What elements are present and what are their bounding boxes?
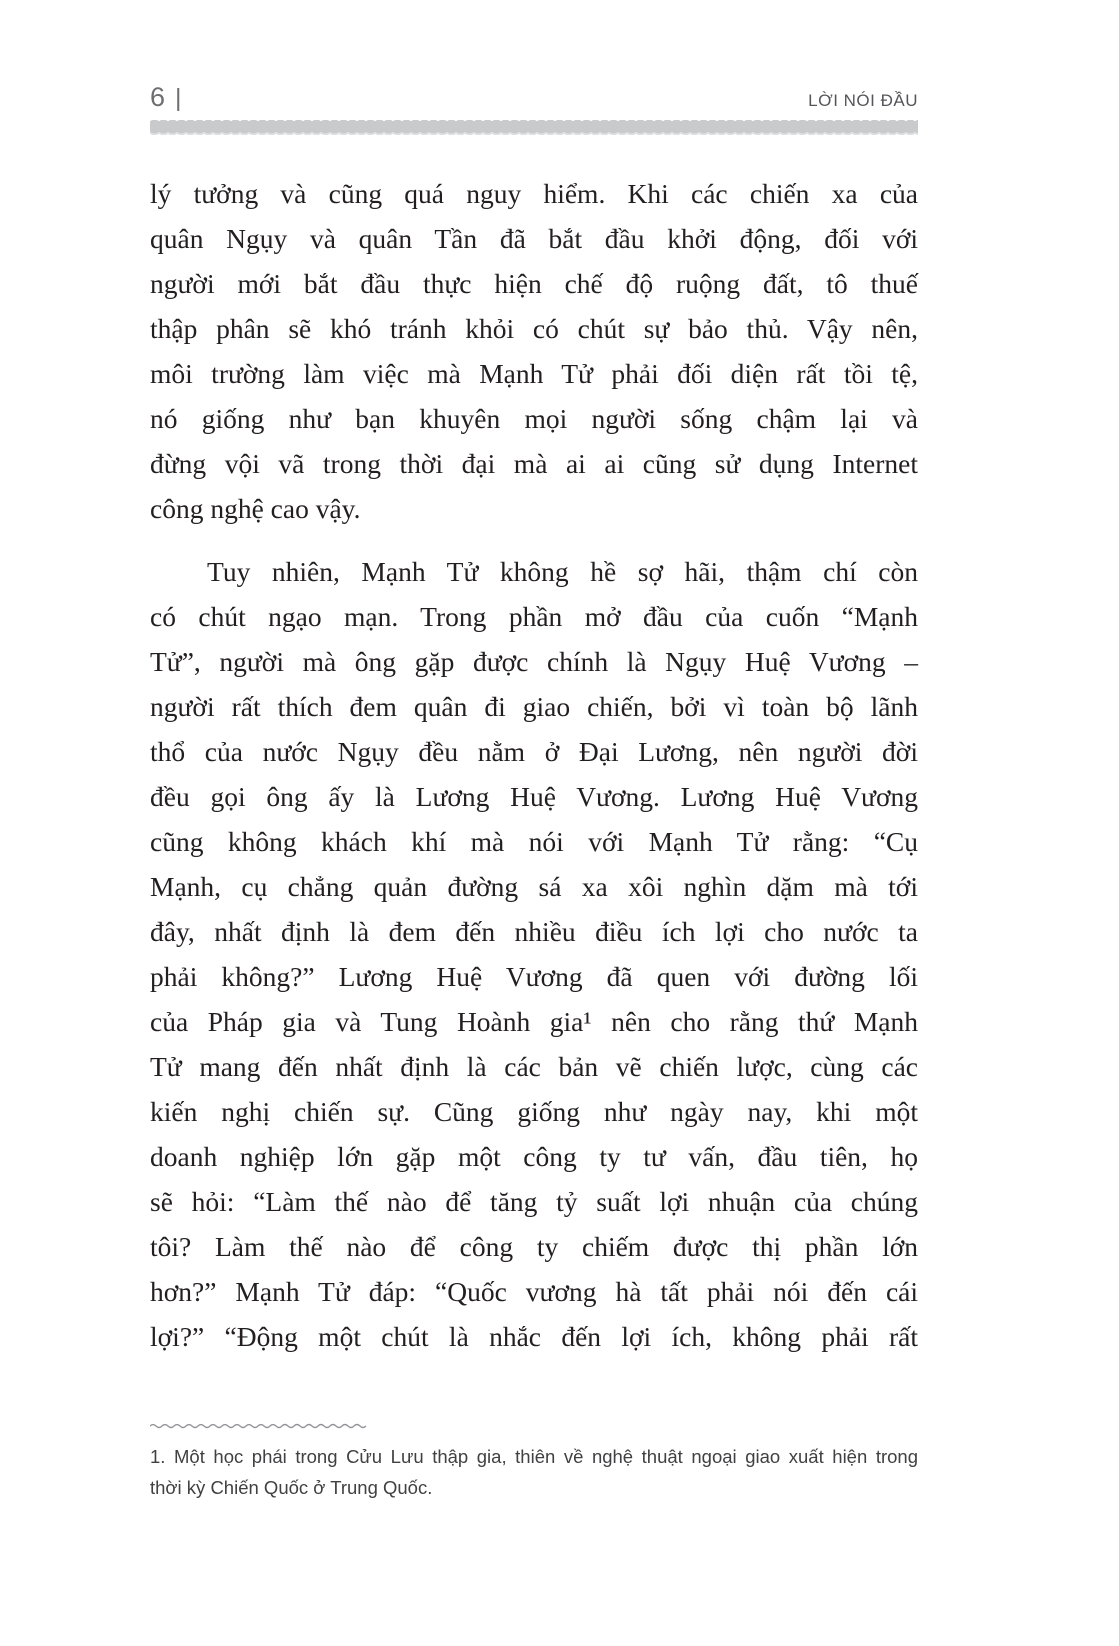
text-line: sẽ hỏi: “Làm thế nào để tăng tỷ suất lợi nhuận của chúng xyxy=(150,1186,918,1217)
text-line: thổ của nước Ngụy đều nằm ở Đại Lương, nên người đời xyxy=(150,736,918,767)
text-line: có chút ngạo mạn. Trong phần mở đầu của cuốn “Mạnh xyxy=(150,601,918,632)
text-line: tôi? Làm thế nào để công ty chiếm được thị phần lớn xyxy=(150,1231,918,1262)
running-title: LỜI NÓI ĐẦU xyxy=(808,91,918,110)
text-line: Tử mang đến nhất định là các bản vẽ chiến lược, cùng các xyxy=(150,1051,918,1082)
paragraph xyxy=(150,171,918,531)
footnote-line: 1. Một học phái trong Cửu Lưu thập gia, thiên về nghệ thuật ngoại giao xuất hiện trong xyxy=(150,1446,918,1467)
text-line: cũng không khách khí mà nói với Mạnh Tử rằng: “Cụ xyxy=(150,826,918,857)
text-line: hơn?” Mạnh Tử đáp: “Quốc vương hà tất phải nói đến cái xyxy=(150,1276,918,1307)
text-line: nó giống như bạn khuyên mọi người sống chậm lại và xyxy=(150,403,918,434)
wavy-divider xyxy=(150,1417,918,1435)
scalloped-divider xyxy=(150,120,918,135)
page-content xyxy=(150,0,918,1503)
text-line: lý tưởng và cũng quá nguy hiểm. Khi các chiến xa của xyxy=(150,178,918,209)
page-number-divider: | xyxy=(175,84,184,112)
page-number: 6 xyxy=(150,82,168,112)
footnote xyxy=(150,1417,918,1503)
body-text xyxy=(150,171,918,1359)
paragraph xyxy=(150,549,918,1359)
footnote-lines xyxy=(150,1441,918,1503)
text-line: Tuy nhiên, Mạnh Tử không hề sợ hãi, thậm chí còn xyxy=(207,556,918,587)
footnote-line: thời kỳ Chiến Quốc ở Trung Quốc. xyxy=(150,1477,433,1498)
page-number-block xyxy=(150,82,184,113)
text-line: phải không?” Lương Huệ Vương đã quen với đường lối xyxy=(150,961,918,992)
text-line: đều gọi ông ấy là Lương Huệ Vương. Lương Huệ Vương xyxy=(150,781,918,812)
text-line: kiến nghị chiến sự. Cũng giống như ngày nay, khi một xyxy=(150,1096,918,1127)
text-line: Tử”, người mà ông gặp được chính là Ngụy Huệ Vương – xyxy=(150,646,918,677)
text-line: công nghệ cao vậy. xyxy=(150,493,361,524)
text-line: lợi?” “Động một chút là nhắc đến lợi ích, không phải rất xyxy=(150,1321,918,1352)
text-line: người rất thích đem quân đi giao chiến, bởi vì toàn bộ lãnh xyxy=(150,691,918,722)
page-header xyxy=(150,0,918,113)
text-line: thập phân sẽ khó tránh khỏi có chút sự bảo thủ. Vậy nên, xyxy=(150,313,918,344)
text-line: đây, nhất định là đem đến nhiều điều ích lợi cho nước ta xyxy=(150,916,918,947)
text-line: của Pháp gia và Tung Hoành gia¹ nên cho rằng thứ Mạnh xyxy=(150,1006,918,1037)
text-line: đừng vội vã trong thời đại mà ai ai cũng sử dụng Internet xyxy=(150,448,918,479)
text-line: môi trường làm việc mà Mạnh Tử phải đối diện rất tồi tệ, xyxy=(150,358,918,389)
text-line: người mới bắt đầu thực hiện chế độ ruộng đất, tô thuế xyxy=(150,268,918,299)
text-line: Mạnh, cụ chẳng quản đường sá xa xôi nghìn dặm mà tới xyxy=(150,871,918,902)
text-line: quân Ngụy và quân Tần đã bắt đầu khởi động, đối với xyxy=(150,223,918,254)
text-line: doanh nghiệp lớn gặp một công ty tư vấn, đầu tiên, họ xyxy=(150,1141,918,1172)
